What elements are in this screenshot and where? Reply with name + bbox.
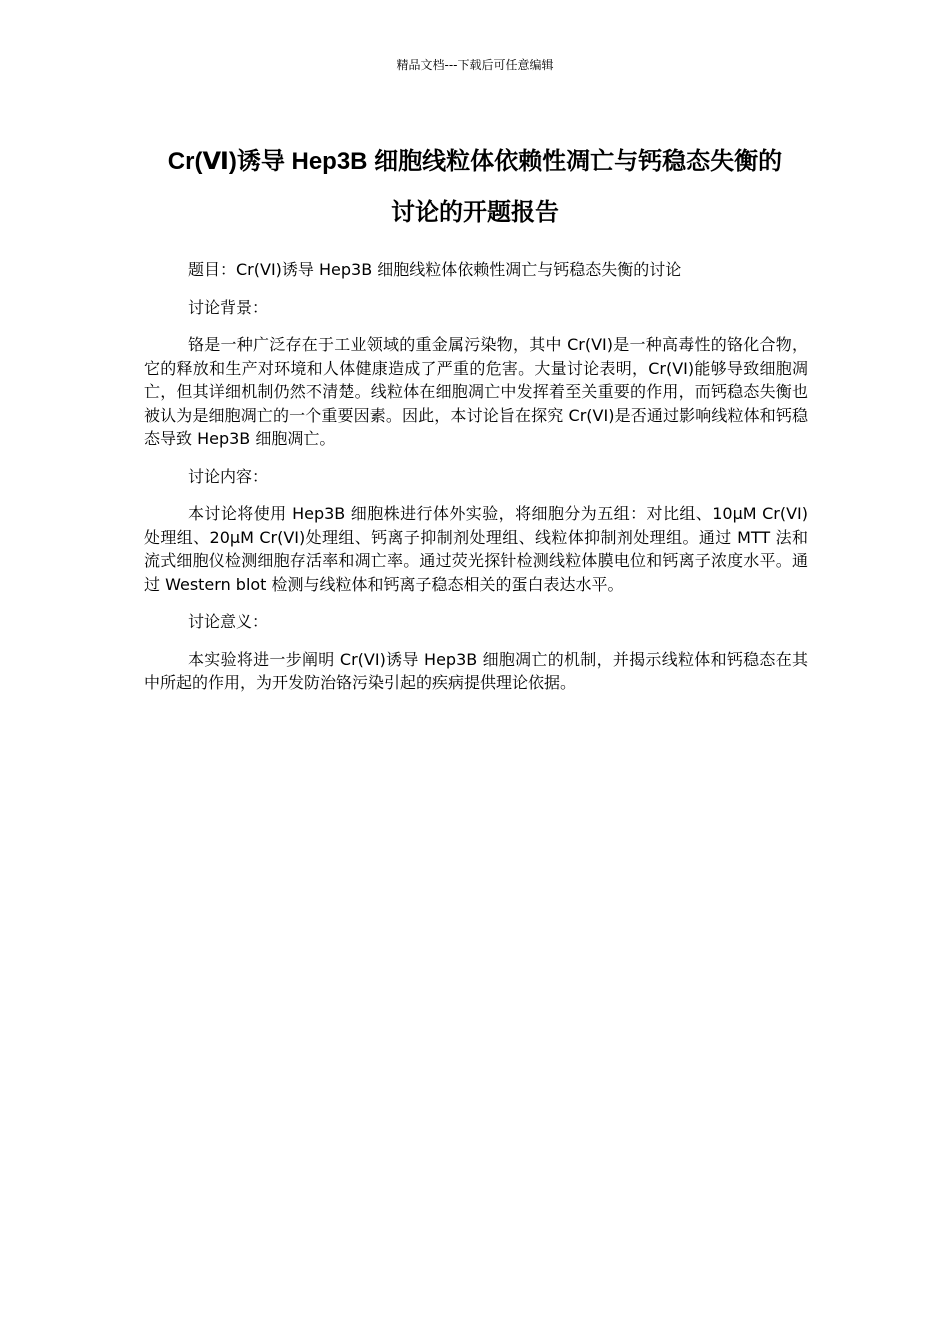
content-paragraph: 本讨论将使用 Hep3B 细胞株进行体外实验，将细胞分为五组：对比组、10μM Cr(VI)处理组、20μM Cr(VI)处理组、钙离子抑制剂处理组、线粒体抑制剂处理组。通过 MTT 法和流式细胞仪检测细胞存活率和凋亡率。通过荧光探针检测线粒体膜电位和钙离子浓度水平。通过 Western blot 检测与线粒体和钙离子稳态相关的蛋白表达水平。 — [144, 504, 808, 594]
page-header: 精品文档---下载后可任意编辑 — [396, 58, 554, 72]
title-line-1: Cr(Ⅵ)诱导 Hep3B 细胞线粒体依赖性凋亡与钙稳态失衡的 — [167, 148, 783, 175]
content-heading: 讨论内容： — [188, 466, 269, 486]
significance-heading: 讨论意义： — [188, 612, 269, 631]
document-body — [144, 258, 808, 695]
document-title — [120, 136, 830, 238]
topic-line: 题目：Cr(VI)诱导 Hep3B 细胞线粒体依赖性凋亡与钙稳态失衡的讨论 — [188, 260, 682, 279]
background-heading: 讨论背景： — [188, 297, 269, 317]
significance-paragraph: 本实验将进一步阐明 Cr(VI)诱导 Hep3B 细胞凋亡的机制，并揭示线粒体和钙稳态在其中所起的作用，为开发防治铬污染引起的疾病提供理论依据。 — [144, 649, 808, 692]
background-paragraph: 铬是一种广泛存在于工业领域的重金属污染物，其中 Cr(VI)是一种高毒性的铬化合物，它的释放和生产对环境和人体健康造成了严重的危害。大量讨论表明，Cr(VI)能够导致细胞凋亡，但其详细机制仍然不清楚。线粒体在细胞凋亡中发挥着至关重要的作用，而钙稳态失衡也被认为是细胞凋亡的一个重要因素。因此，本讨论旨在探究 Cr(VI)是否通过影响线粒体和钙稳态导致 Hep3B 细胞凋亡。 — [144, 335, 808, 448]
title-line-2: 讨论的开题报告 — [391, 199, 559, 226]
